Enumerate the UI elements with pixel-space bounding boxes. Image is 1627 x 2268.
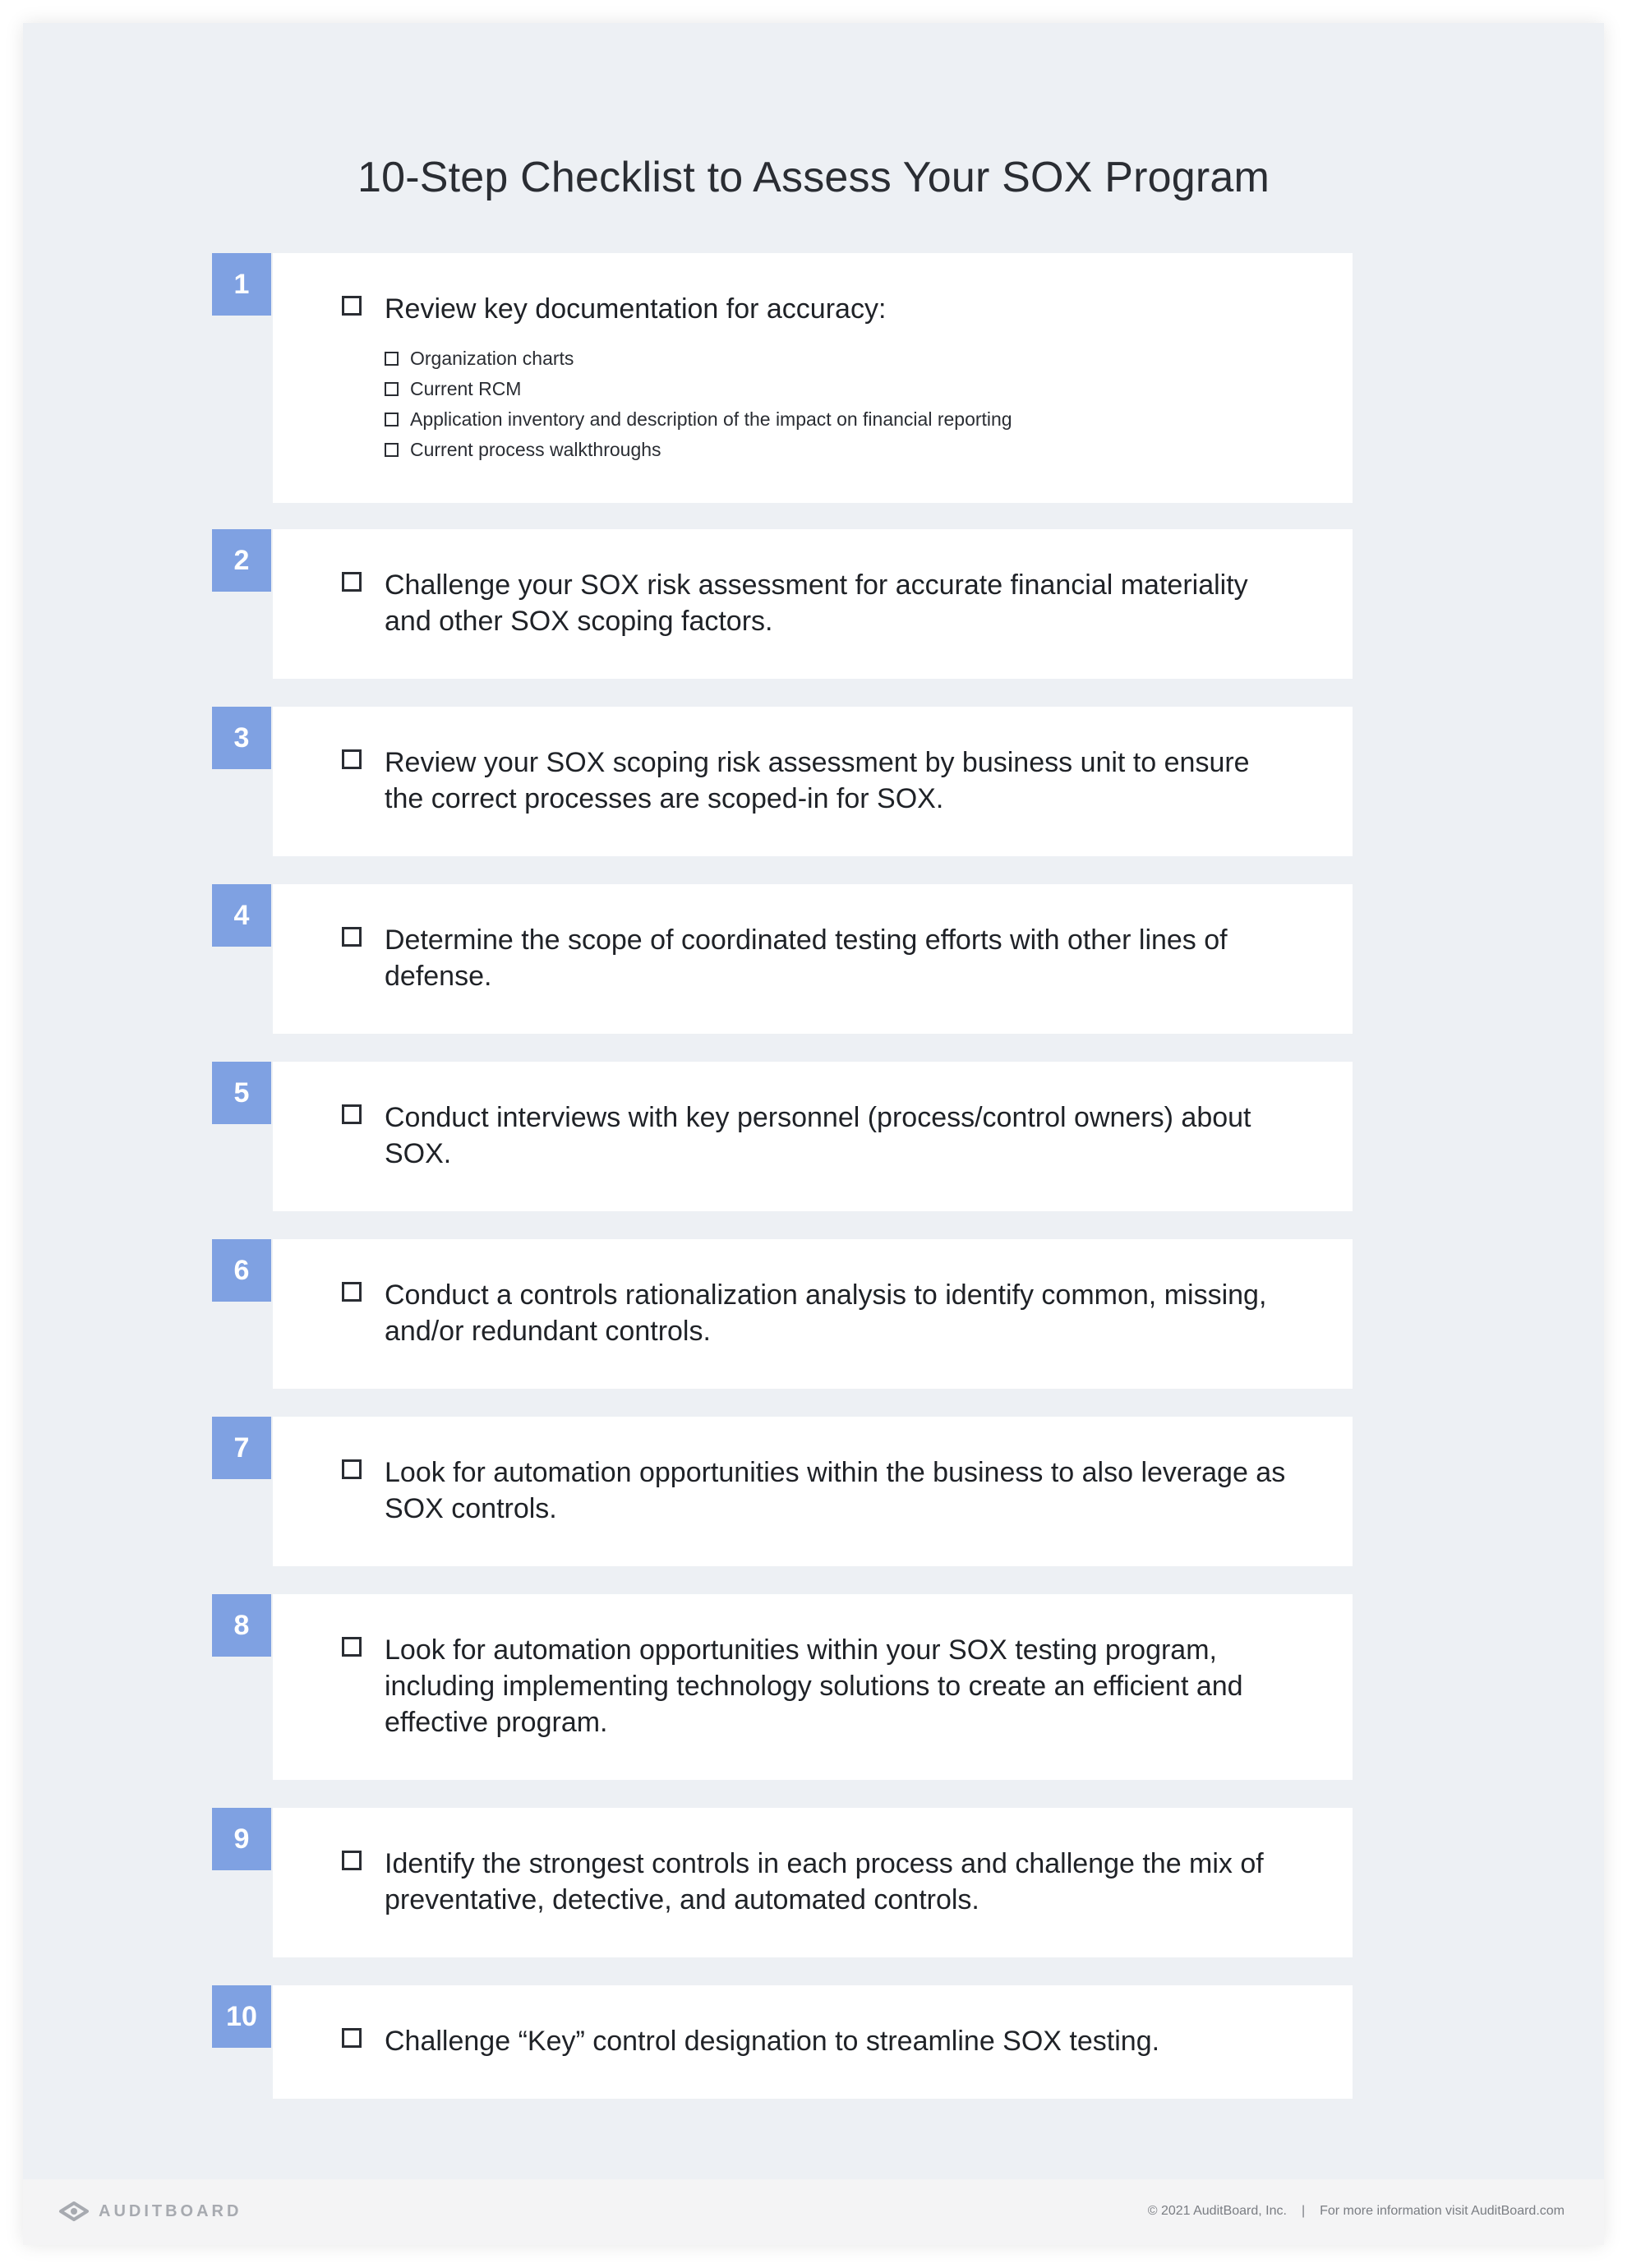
step-6 bbox=[212, 1239, 1377, 1389]
documentation-sublist bbox=[385, 343, 1012, 465]
step-item bbox=[342, 567, 1288, 639]
step-text: Look for automation opportunities within your SOX testing program, including implementing technology solutions to create an efficient and effective program. bbox=[385, 1634, 1243, 1738]
checkbox-icon[interactable] bbox=[342, 1637, 362, 1657]
step-text: Review your SOX scoping risk assessment by business unit to ensure the correct processes are scoped-in for SOX. bbox=[385, 747, 1250, 814]
sublist-item-label: Organization charts bbox=[410, 348, 574, 369]
more-info-text: For more information visit AuditBoard.com bbox=[1320, 2204, 1565, 2218]
sublist-item bbox=[385, 343, 1012, 374]
copyright-text: © 2021 AuditBoard, Inc. bbox=[1147, 2204, 1287, 2218]
step-10 bbox=[212, 1985, 1377, 2099]
step-2 bbox=[212, 529, 1377, 679]
step-card bbox=[273, 1594, 1353, 1780]
step-card bbox=[273, 1985, 1353, 2099]
step-item bbox=[342, 1277, 1288, 1349]
step-card bbox=[273, 253, 1353, 503]
checkbox-icon[interactable] bbox=[342, 1459, 362, 1479]
step-text: Look for automation opportunities within the business to also leverage as SOX controls. bbox=[385, 1457, 1286, 1524]
step-8 bbox=[212, 1594, 1377, 1780]
sublist-item bbox=[385, 435, 1012, 465]
checkbox-icon[interactable] bbox=[342, 927, 362, 947]
step-card bbox=[273, 529, 1353, 679]
step-item bbox=[342, 744, 1288, 817]
footer-info bbox=[1148, 2204, 1565, 2219]
step-card bbox=[273, 1062, 1353, 1211]
sublist-item bbox=[385, 374, 1012, 404]
page-footer bbox=[23, 2179, 1604, 2245]
checkbox-icon[interactable] bbox=[342, 1851, 362, 1870]
step-card bbox=[273, 1239, 1353, 1389]
page-title: 10-Step Checklist to Assess Your SOX Program bbox=[357, 154, 1270, 201]
checkbox-icon[interactable] bbox=[342, 1282, 362, 1302]
step-number-badge: 8 bbox=[212, 1594, 271, 1657]
auditboard-logo-icon bbox=[58, 2199, 90, 2224]
checkbox-icon[interactable] bbox=[385, 443, 399, 457]
step-number-badge: 3 bbox=[212, 707, 271, 769]
step-card bbox=[273, 1808, 1353, 1957]
step-number-badge: 4 bbox=[212, 884, 271, 947]
step-9 bbox=[212, 1808, 1377, 1957]
step-card bbox=[273, 884, 1353, 1034]
checkbox-icon[interactable] bbox=[342, 1104, 362, 1124]
checkbox-icon[interactable] bbox=[342, 2028, 362, 2048]
step-item bbox=[342, 1454, 1288, 1527]
step-item bbox=[342, 1632, 1288, 1740]
checkbox-icon[interactable] bbox=[342, 296, 362, 316]
checkbox-icon[interactable] bbox=[385, 352, 399, 366]
step-number-badge: 9 bbox=[212, 1808, 271, 1870]
step-text: Challenge “Key” control designation to streamline SOX testing. bbox=[385, 2026, 1160, 2057]
step-number-badge: 10 bbox=[212, 1985, 271, 2048]
step-number-badge: 7 bbox=[212, 1417, 271, 1479]
step-5 bbox=[212, 1062, 1377, 1211]
sublist-item-label: Current process walkthroughs bbox=[410, 439, 661, 460]
checkbox-icon[interactable] bbox=[342, 749, 362, 769]
step-number-badge: 1 bbox=[212, 253, 271, 316]
checkbox-icon[interactable] bbox=[385, 413, 399, 426]
step-1 bbox=[212, 253, 1377, 503]
step-item bbox=[342, 922, 1288, 994]
sublist-item bbox=[385, 404, 1012, 435]
sublist-item-label: Application inventory and description of the impact on financial reporting bbox=[410, 408, 1012, 430]
step-item bbox=[342, 2023, 1288, 2059]
checklist-page bbox=[23, 23, 1604, 2245]
step-item bbox=[342, 291, 1288, 327]
step-text: Conduct interviews with key personnel (process/control owners) about SOX. bbox=[385, 1102, 1251, 1169]
step-7 bbox=[212, 1417, 1377, 1566]
step-3 bbox=[212, 707, 1377, 856]
step-item bbox=[342, 1099, 1288, 1172]
footer-separator: | bbox=[1301, 2204, 1306, 2218]
checkbox-icon[interactable] bbox=[385, 382, 399, 396]
step-number-badge: 6 bbox=[212, 1239, 271, 1302]
auditboard-logo bbox=[58, 2199, 242, 2224]
step-number-badge: 2 bbox=[212, 529, 271, 592]
step-text: Challenge your SOX risk assessment for accurate financial materiality and other SOX scoping factors. bbox=[385, 569, 1248, 637]
step-text: Determine the scope of coordinated testing efforts with other lines of defense. bbox=[385, 924, 1228, 992]
logo-text: AUDITBOARD bbox=[99, 2201, 242, 2220]
step-item bbox=[342, 1846, 1288, 1918]
step-card bbox=[273, 707, 1353, 856]
step-text: Conduct a controls rationalization analysis to identify common, missing, and/or redundant controls. bbox=[385, 1279, 1267, 1347]
step-text: Review key documentation for accuracy: bbox=[385, 293, 887, 325]
sublist-item-label: Current RCM bbox=[410, 378, 522, 399]
step-4 bbox=[212, 884, 1377, 1034]
step-card bbox=[273, 1417, 1353, 1566]
step-text: Identify the strongest controls in each process and challenge the mix of preventative, detective, and automated controls. bbox=[385, 1848, 1264, 1915]
checkbox-icon[interactable] bbox=[342, 572, 362, 592]
step-number-badge: 5 bbox=[212, 1062, 271, 1124]
